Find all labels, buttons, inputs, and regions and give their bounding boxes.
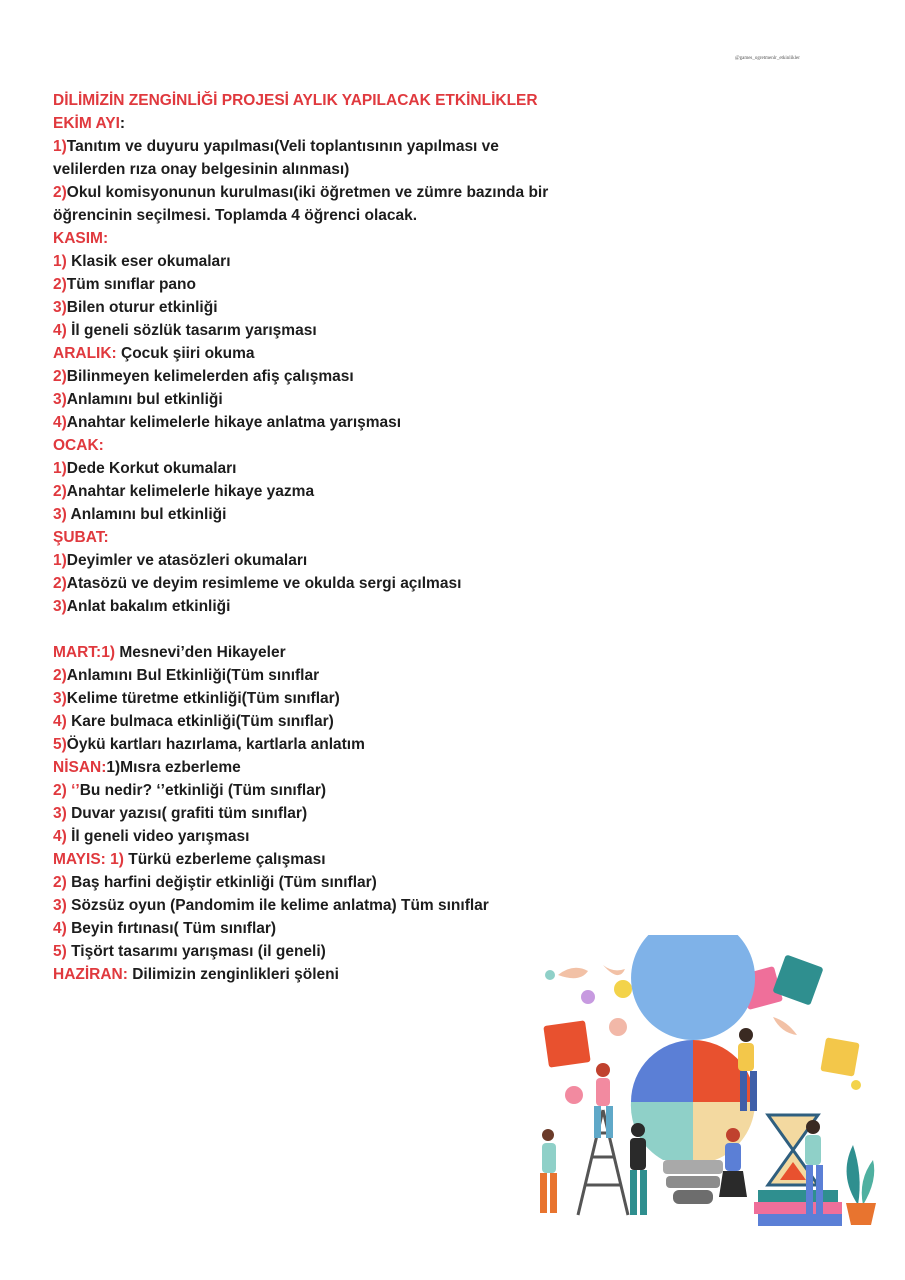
list-item xyxy=(53,503,553,526)
item-number: 2) xyxy=(53,368,67,385)
list-item xyxy=(53,940,553,963)
month-heading-ekim xyxy=(53,112,553,135)
item-number: 1) xyxy=(53,552,67,569)
month-heading-mayis xyxy=(53,848,553,871)
item-text: Dede Korkut okumaları xyxy=(66,460,237,477)
item-text: Anahtar kelimelerle hikaye yazma xyxy=(66,483,315,500)
ladder-icon xyxy=(578,1110,628,1215)
list-item xyxy=(53,388,553,411)
item-text: Türkü ezberleme çalışması xyxy=(123,851,326,868)
list-item xyxy=(53,733,553,756)
list-item xyxy=(53,135,553,181)
item-number: 4) xyxy=(53,828,67,845)
month-heading-subat: ŞUBAT: xyxy=(53,529,109,546)
item-text: İl geneli video yarışması xyxy=(66,828,250,845)
puzzle-lightbulb-illustration xyxy=(518,935,888,1245)
item-number: 1) xyxy=(105,851,124,868)
plant-icon xyxy=(846,1145,876,1225)
item-number: 3) xyxy=(53,391,67,408)
list-item xyxy=(53,296,553,319)
item-number: 3) xyxy=(53,897,67,914)
list-item xyxy=(53,549,553,572)
spacer xyxy=(53,618,553,641)
item-text: Kare bulmaca etkinliği(Tüm sınıflar) xyxy=(66,713,334,730)
month-label: EKİM AYI xyxy=(53,115,120,132)
item-text: Duvar yazısı( grafiti tüm sınıflar) xyxy=(66,805,308,822)
list-item xyxy=(53,273,553,296)
item-number: 2) xyxy=(53,782,67,799)
month-label: NİSAN: xyxy=(53,759,107,776)
list-item xyxy=(53,319,553,342)
list-item xyxy=(53,250,553,273)
item-text: Anahtar kelimelerle hikaye anlatma yarışması xyxy=(66,414,402,431)
list-item xyxy=(53,710,553,733)
item-text: Öykü kartları hazırlama, kartlarla anlatım xyxy=(66,736,365,753)
quote-mark: ‘’ xyxy=(66,782,80,799)
list-item xyxy=(53,365,553,388)
item-text: Okul komisyonunun kurulması(iki öğretmen ve zümre bazında bir öğrencinin seçilmesi. Toplamda 4 öğrenci olacak. xyxy=(53,184,549,224)
item-number: 5) xyxy=(53,736,67,753)
item-number: 4) xyxy=(53,920,67,937)
item-number: 2) xyxy=(53,667,67,684)
month-heading-kasim: KASIM: xyxy=(53,230,109,247)
month-heading-ocak: OCAK: xyxy=(53,437,104,454)
list-item xyxy=(53,917,553,940)
document-body xyxy=(53,89,553,986)
list-item xyxy=(53,664,553,687)
item-text: Tişört tasarımı yarışması (il geneli) xyxy=(66,943,326,960)
item-text: Anlat bakalım etkinliği xyxy=(66,598,231,615)
item-text: Baş harfini değiştir etkinliği (Tüm sınıflar) xyxy=(66,874,377,891)
item-text: Bilen oturur etkinliği xyxy=(66,299,218,316)
item-number: 1) xyxy=(101,644,116,661)
colon: : xyxy=(119,115,126,132)
item-number: 2) xyxy=(53,276,67,293)
list-item xyxy=(53,802,553,825)
item-text: Klasik eser okumaları xyxy=(66,253,231,270)
item-number: 4) xyxy=(53,414,67,431)
item-text: Tanıtım ve duyuru yapılması(Veli toplantısının yapılması ve velilerden rıza onay belgesinin alınması) xyxy=(53,138,499,178)
item-text: Bu nedir? ‘’etkinliği (Tüm sınıflar) xyxy=(79,782,327,799)
month-heading-haziran xyxy=(53,963,553,986)
month-label: MART: xyxy=(53,644,102,661)
item-text: Anlamını bul etkinliği xyxy=(66,506,227,523)
item-text: Tüm sınıflar pano xyxy=(66,276,196,293)
month-heading-nisan xyxy=(53,756,553,779)
list-item xyxy=(53,894,553,917)
item-number: 3) xyxy=(53,598,67,615)
item-number: 3) xyxy=(53,506,67,523)
item-number: 2) xyxy=(53,184,67,201)
item-text: Mesnevi’den Hikayeler xyxy=(115,644,286,661)
item-number: 4) xyxy=(53,713,67,730)
item-number: 3) xyxy=(53,299,67,316)
item-number: 2) xyxy=(53,483,67,500)
item-text: Anlamını bul etkinliği xyxy=(66,391,223,408)
item-number: 1) xyxy=(53,460,67,477)
document-title: DİLİMİZİN ZENGİNLİĞİ PROJESİ AYLIK YAPILACAK ETKİNLİKLER xyxy=(53,92,538,109)
item-text: Deyimler ve atasözleri okumaları xyxy=(66,552,308,569)
list-item xyxy=(53,572,553,595)
item-text: Atasözü ve deyim resimleme ve okulda sergi açılması xyxy=(66,575,462,592)
item-text: İl geneli sözlük tasarım yarışması xyxy=(66,322,317,339)
list-item xyxy=(53,181,553,227)
item-text: Kelime türetme etkinliği(Tüm sınıflar) xyxy=(66,690,340,707)
month-heading-aralik xyxy=(53,342,553,365)
item-number: 2) xyxy=(53,575,67,592)
item-text: 1)Mısra ezberleme xyxy=(106,759,241,776)
item-text: Dilimizin zenginlikleri şöleni xyxy=(127,966,339,983)
month-label: HAZİRAN: xyxy=(53,966,128,983)
month-label: MAYIS: xyxy=(53,851,106,868)
item-number: 4) xyxy=(53,322,67,339)
item-number: 5) xyxy=(53,943,67,960)
item-text: Beyin fırtınası( Tüm sınıflar) xyxy=(66,920,277,937)
month-label: ARALIK: xyxy=(53,345,117,362)
list-item xyxy=(53,779,553,802)
item-number: 1) xyxy=(53,253,67,270)
list-item xyxy=(53,825,553,848)
list-item xyxy=(53,595,553,618)
item-number: 2) xyxy=(53,874,67,891)
item-text: Bilinmeyen kelimelerden afiş çalışması xyxy=(66,368,354,385)
list-item xyxy=(53,687,553,710)
watermark: @games_ogretmenlr_etkinlikler xyxy=(735,56,800,61)
list-item xyxy=(53,457,553,480)
month-heading-mart xyxy=(53,641,553,664)
item-text: Sözsüz oyun (Pandomim ile kelime anlatma) Tüm sınıflar xyxy=(66,897,489,914)
item-text: Çocuk şiiri okuma xyxy=(116,345,255,362)
item-number: 3) xyxy=(53,805,67,822)
list-item xyxy=(53,871,553,894)
item-number: 3) xyxy=(53,690,67,707)
item-text: Anlamını Bul Etkinliği(Tüm sınıflar xyxy=(66,667,320,684)
list-item xyxy=(53,411,553,434)
item-number: 1) xyxy=(53,138,67,155)
list-item xyxy=(53,480,553,503)
